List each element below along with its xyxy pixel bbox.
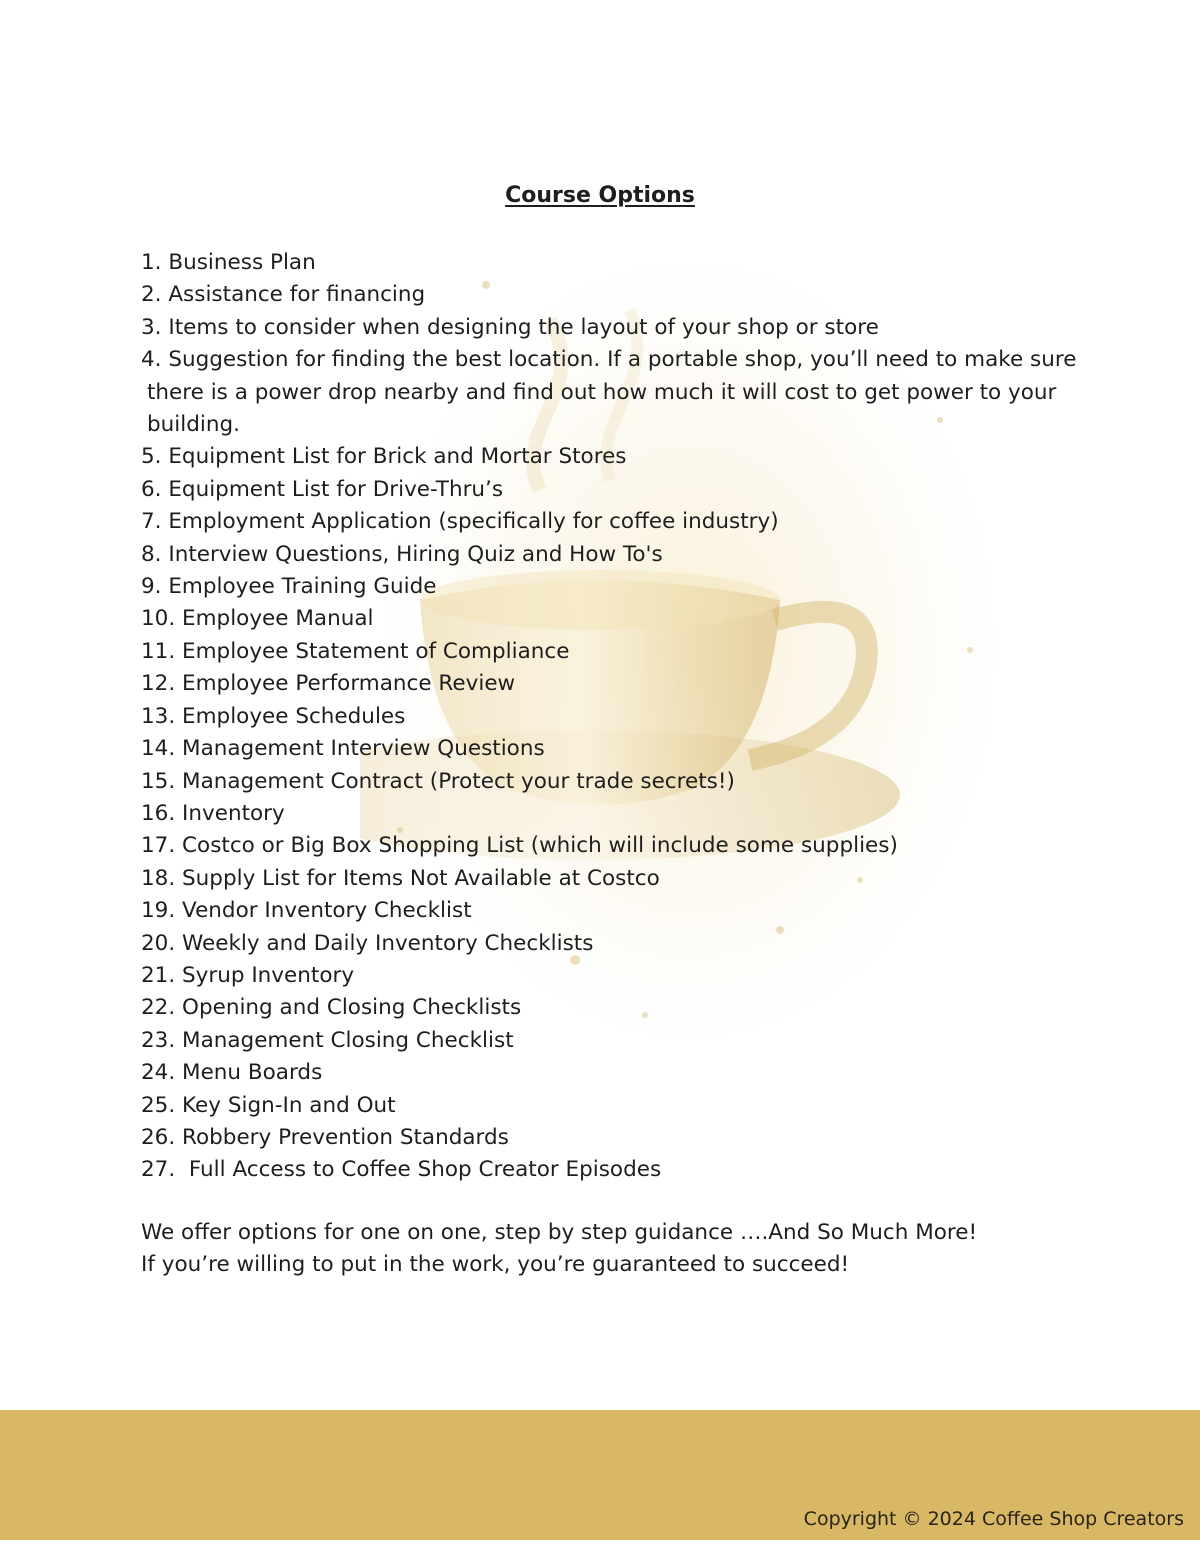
closing-line-guarantee: If you’re willing to put in the work, you’re guaranteed to succeed! — [141, 1252, 850, 1278]
closing-message — [141, 1217, 1101, 1282]
list-item: 17. Costco or Big Box Shopping List (which will include some supplies) — [141, 833, 898, 859]
list-item: 10. Employee Manual — [141, 606, 374, 632]
list-item: 18. Supply List for Items Not Available at Costco — [141, 865, 660, 891]
list-item: 9. Employee Training Guide — [141, 574, 437, 600]
list-item: 11. Employee Statement of Compliance — [141, 638, 570, 664]
list-item: 8. Interview Questions, Hiring Quiz and How To's — [141, 541, 663, 567]
list-item: 6. Equipment List for Drive-Thru’s — [141, 476, 504, 502]
list-item: 12. Employee Performance Review — [141, 671, 516, 697]
list-item: 14. Management Interview Questions — [141, 736, 545, 762]
closing-line-guidance: We offer options for one on one, step by step guidance ….And So Much More! — [141, 1220, 978, 1245]
list-item: 24. Menu Boards — [141, 1060, 323, 1086]
copyright-text: Copyright © 2024 Coffee Shop Creators — [803, 1508, 1184, 1530]
list-item: 25. Key Sign-In and Out — [141, 1092, 396, 1118]
list-item: 27. Full Access to Coffee Shop Creator Episodes — [141, 1157, 662, 1183]
list-item: 3. Items to consider when designing the layout of your shop or store — [141, 314, 879, 340]
list-item: 5. Equipment List for Brick and Mortar Stores — [141, 444, 627, 470]
course-options-list — [141, 247, 1101, 1187]
list-item: 26. Robbery Prevention Standards — [141, 1124, 509, 1150]
list-item: 1. Business Plan — [141, 250, 316, 275]
list-item: 13. Employee Schedules — [141, 703, 406, 729]
page-title: Course Options — [505, 183, 695, 208]
list-item: 23. Management Closing Checklist — [141, 1027, 514, 1053]
list-item: 2. Assistance for financing — [141, 282, 426, 308]
list-item: 7. Employment Application (specifically for coffee industry) — [141, 509, 779, 535]
list-item: 20. Weekly and Daily Inventory Checklists — [141, 930, 594, 956]
list-item: 19. Vendor Inventory Checklist — [141, 898, 472, 924]
list-item: 4. Suggestion for finding the best location. If a portable shop, you’ll need to make sure there is a power drop nearby and find out how much it will cost to get power to your building. — [141, 347, 1084, 438]
list-item: 16. Inventory — [141, 800, 285, 826]
footer-band — [0, 1410, 1200, 1540]
list-item: 22. Opening and Closing Checklists — [141, 995, 522, 1021]
list-item: 21. Syrup Inventory — [141, 962, 355, 988]
list-item: 15. Management Contract (Protect your trade secrets!) — [141, 768, 735, 794]
